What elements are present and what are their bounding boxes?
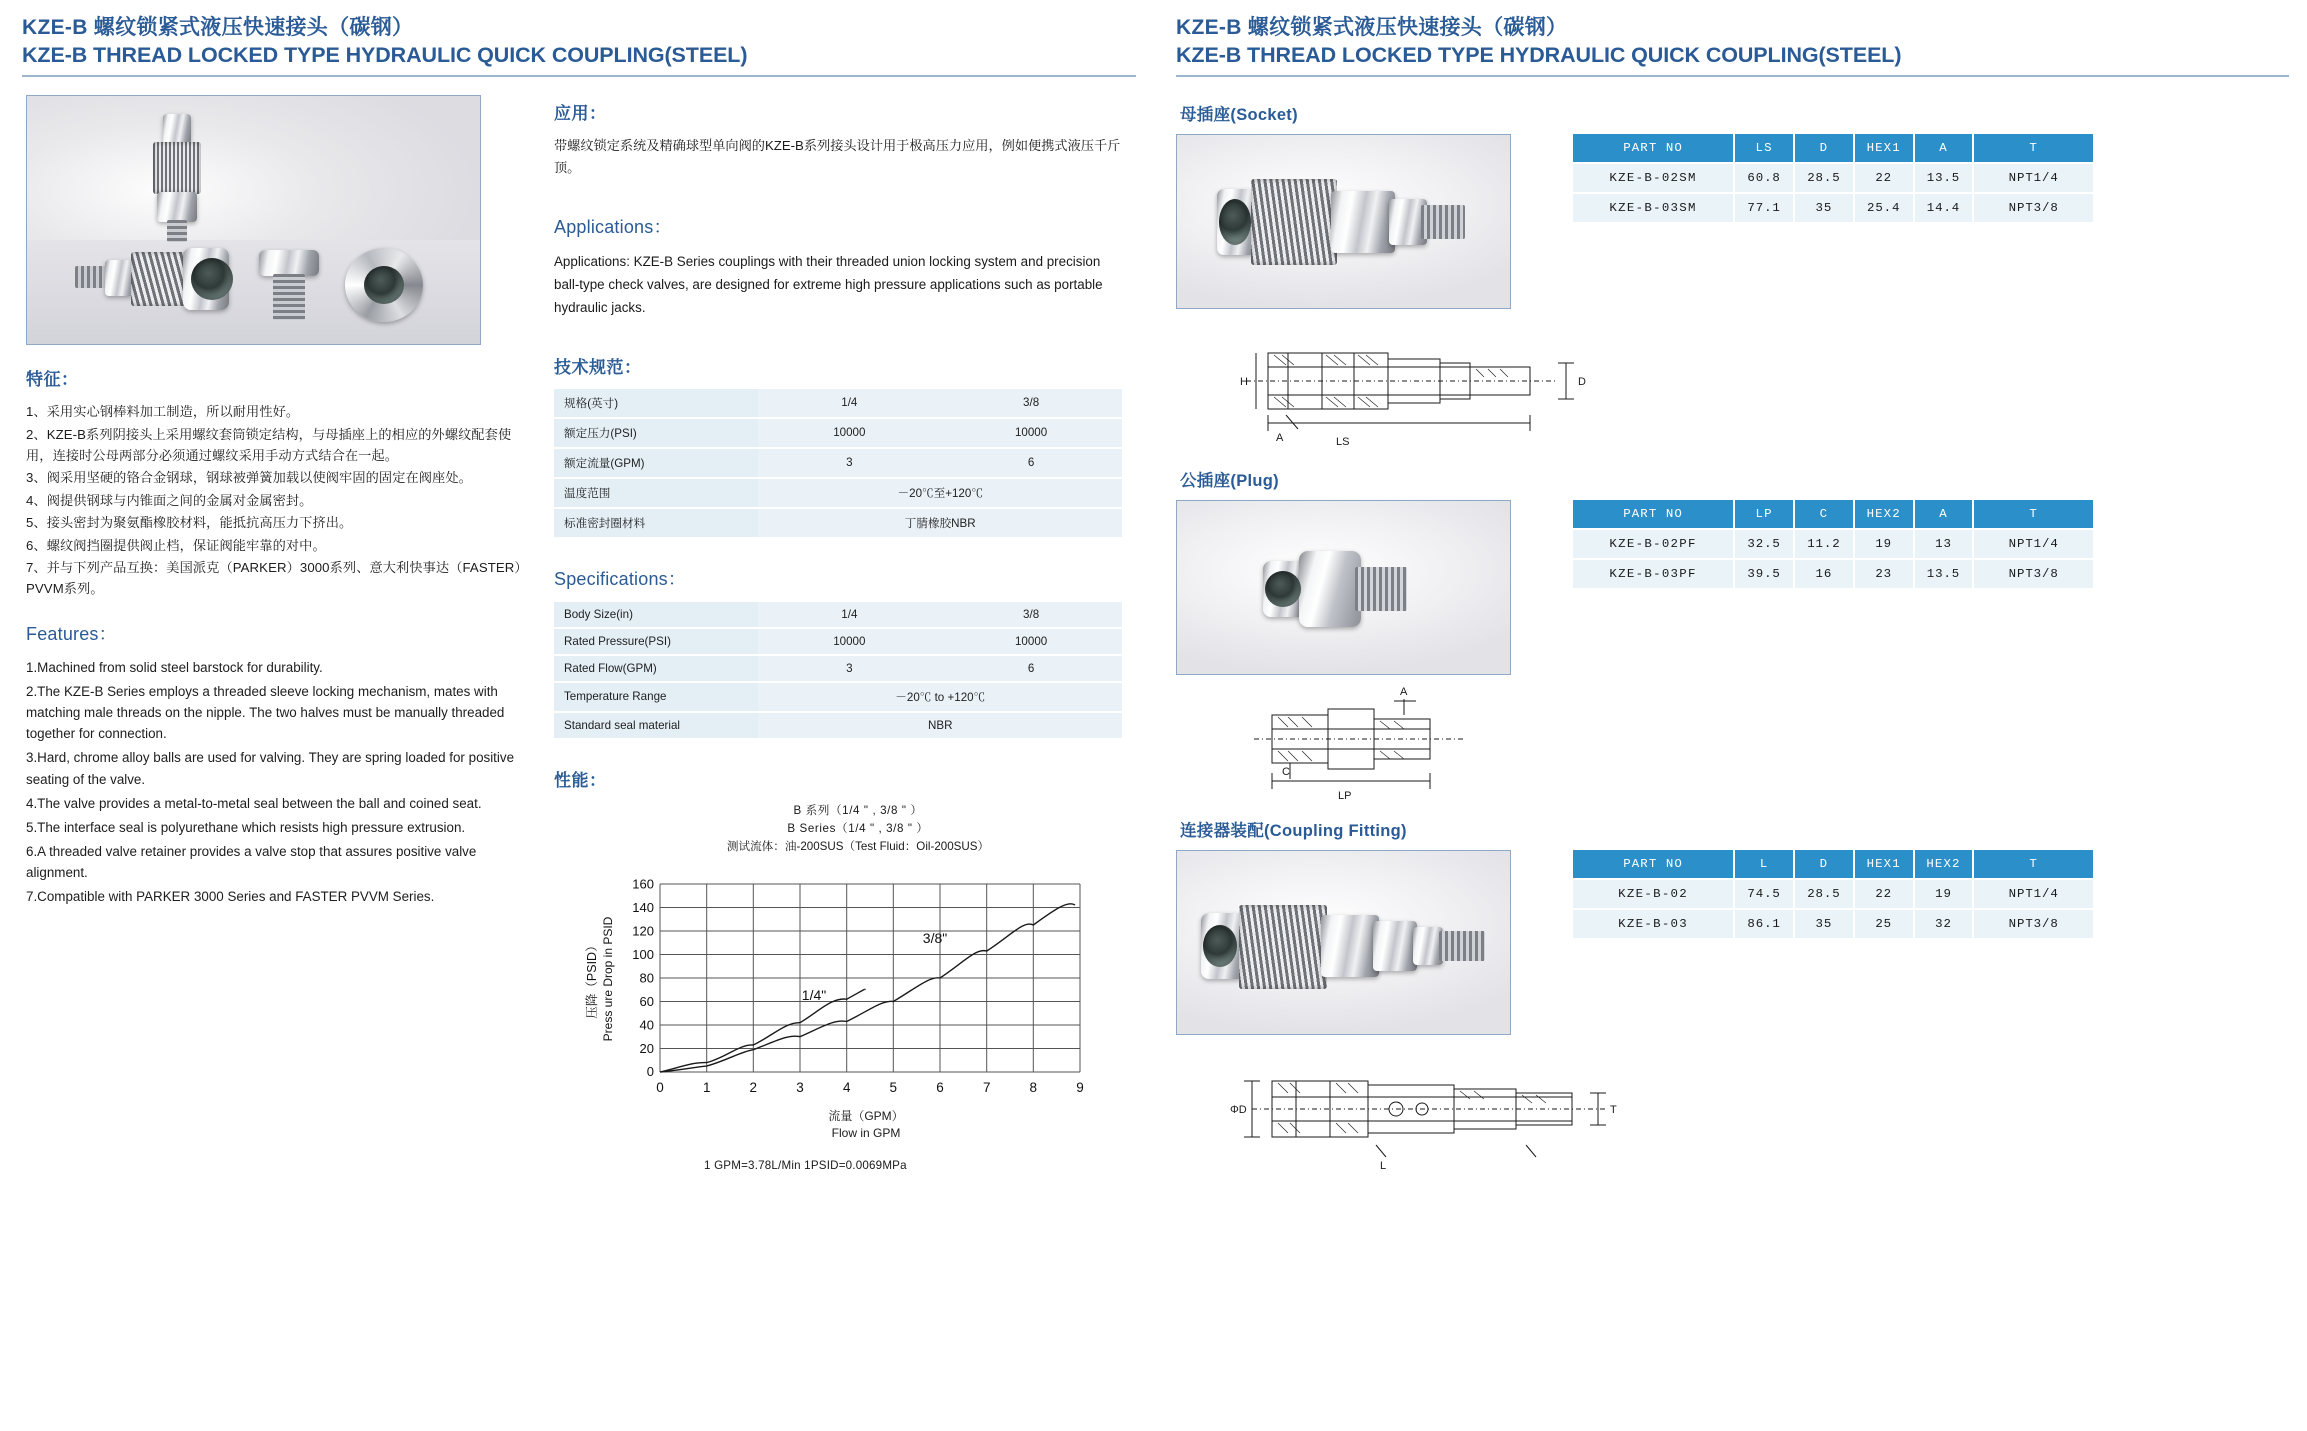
page-header-right [1176,14,2289,77]
spec-label: Temperature Range [554,682,758,712]
col-ls: LS [1734,134,1794,163]
svg-text:80: 80 [639,970,654,986]
plug-section [1176,467,2289,805]
page-title-en-right: KZE-B THREAD LOCKED TYPE HYDRAULIC QUICK COUPLING(STEEL) [1176,43,1902,68]
svg-text:0: 0 [646,1063,654,1079]
table-header-row [1573,850,2093,879]
cell-d: 35 [1794,193,1854,222]
chart-subtitle: B Series（1/4 " , 3/8 " ） [787,821,929,835]
chart-title: B 系列（1/4 " , 3/8 " ） [793,803,923,817]
fitting-product-image [1201,897,1489,997]
col-part-no: PART NO [1573,850,1734,879]
svg-text:160: 160 [632,876,654,892]
spec-value-2: 3/8 [940,389,1122,418]
spec-value-1: 3 [758,448,940,478]
chart-series-label-three-eighths: 3/8" [922,929,948,946]
cell-part-no: KZE-B-03 [1573,909,1734,938]
cell-l: 74.5 [1734,879,1794,909]
cell-part-no: KZE-B-03PF [1573,559,1734,588]
socket-section [1176,101,2289,449]
table-row [554,602,1122,628]
svg-text:120: 120 [632,923,654,939]
col-t: T [1973,500,2093,529]
specifications-table-en [554,602,1122,740]
svg-text:60: 60 [639,993,654,1009]
spec-value-span: －20℃至+120℃ [758,478,1122,508]
col-hex2: HEX2 [1854,500,1914,529]
cell-t: NPT1/4 [1973,879,2093,909]
right-panel [1154,0,2307,1431]
svg-text:2: 2 [749,1079,758,1095]
spec-value-span: 丁腈橡胶NBR [758,508,1122,538]
svg-text:100: 100 [632,946,654,962]
spec-label: Standard seal material [554,712,758,739]
spec-heading-en: Specifications： [554,568,687,589]
table-header-row [1573,134,2093,163]
feature-item-en: 5.The interface seal is polyurethane which resists high pressure extrusion. [26,819,466,835]
performance-chart [554,802,1122,1172]
svg-text:140: 140 [632,899,654,915]
features-list-cn [26,401,522,599]
nipple-image [255,250,325,322]
svg-text:5: 5 [889,1079,898,1095]
socket-dim-ls: LS [1336,436,1350,449]
feature-item-cn: 3、阀采用坚硬的铬合金钢球，钢球被弹簧加载以使阀牢固的固定在阀座处。 [26,470,472,486]
fitting-photo [1176,850,1511,1035]
chart-curve-three-eighths-inch [660,904,1075,1072]
feature-item-en: 3.Hard, chrome alloy balls are used for valving. They are spring loaded for positive seating of the valve. [26,750,515,787]
col-d: D [1794,134,1854,163]
page-title-cn-right: KZE-B 螺纹锁紧式液压快速接头（碳钢） [1176,16,1568,39]
table-row [554,478,1122,508]
socket-parts-table [1573,134,2093,222]
spec-label: 规格(英寸) [554,389,758,418]
svg-text:1: 1 [702,1079,711,1095]
plug-technical-drawing [1226,685,1621,805]
chart-ylabel-en: Press ure Drop in PSID [601,916,615,1042]
spec-value-span: －20℃ to +120℃ [758,682,1122,712]
svg-text:7: 7 [982,1079,991,1095]
table-row [1573,163,2093,193]
cell-ls: 77.1 [1734,193,1794,222]
col-a: A [1914,134,1974,163]
plug-row [1176,500,2289,675]
col-hex2: HEX2 [1914,850,1974,879]
svg-text:3: 3 [796,1079,804,1095]
spec-value-span: NBR [758,712,1122,739]
cell-l: 86.1 [1734,909,1794,938]
features-heading-cn: 特征： [26,370,79,390]
fitting-drawing-svg [1226,1053,1686,1173]
spec-value-2: 6 [940,448,1122,478]
coupling-upright-image [149,114,205,242]
svg-text:4: 4 [842,1079,851,1095]
cell-hex1: 22 [1854,879,1914,909]
socket-face-image [345,248,429,324]
fitting-section [1176,817,2289,1173]
col-part-no: PART NO [1573,500,1734,529]
feature-item-en: 7.Compatible with PARKER 3000 Series and FASTER PVVM Series. [26,889,435,905]
table-row [554,655,1122,682]
chart-xlabel-cn: 流量（GPM） [828,1108,904,1123]
chart-series-label-quarter: 1/4" [801,986,827,1003]
left-column-a [22,95,522,1171]
chart-caption [594,802,1122,856]
col-l: L [1734,850,1794,879]
cell-d: 35 [1794,909,1854,938]
feature-item-en: 1.Machined from solid steel barstock for durability. [26,659,323,675]
cell-hex2: 32 [1914,909,1974,938]
chart-xlabel-group [610,1108,1122,1143]
feature-item-en: 2.The KZE-B Series employs a threaded sleeve locking mechanism, mates with matching male threads on the nipple. The two halves must be manually threaded together for connection. [26,683,505,742]
spec-label: Rated Flow(GPM) [554,655,758,682]
socket-technical-drawing [1226,319,1621,449]
table-row [554,682,1122,712]
product-hero-photo [26,95,481,345]
spec-value-2: 6 [940,655,1122,682]
cell-part-no: KZE-B-02PF [1573,529,1734,559]
table-row [554,508,1122,538]
plug-drawing-svg [1226,685,1621,805]
socket-drawing-svg [1226,319,1621,449]
fitting-row [1176,850,2289,1035]
applications-heading-en: Applications： [554,216,672,237]
spec-value-2: 10000 [940,418,1122,448]
plug-dim-a: A [1400,686,1408,699]
cell-d: 28.5 [1794,163,1854,193]
table-row [1573,193,2093,222]
svg-text:8: 8 [1029,1079,1038,1095]
col-a: A [1914,500,1974,529]
chart-plot-area [560,864,1120,1104]
socket-dim-d: D [1578,376,1586,389]
table-row [1573,879,2093,909]
spec-value-1: 10000 [758,628,940,655]
applications-heading-cn: 应用： [554,104,607,124]
cell-hex1: 25 [1854,909,1914,938]
cell-t: NPT3/8 [1973,193,2093,222]
left-column-b [522,95,1122,1171]
col-hex1: HEX1 [1854,850,1914,879]
plug-photo [1176,500,1511,675]
feature-item-en: 6.A threaded valve retainer provides a valve stop that assures positive valve alignment. [26,844,477,881]
col-c: C [1794,500,1854,529]
col-d: D [1794,850,1854,879]
cell-hex1: 25.4 [1854,193,1914,222]
header-divider-right [1176,75,2289,77]
page-title-en: KZE-B THREAD LOCKED TYPE HYDRAULIC QUICK COUPLING(STEEL) [22,43,748,68]
spec-value-2: 10000 [940,628,1122,655]
feature-item-cn: 7、并与下列产品互换：美国派克（PARKER）3000系列、意大利快事达（FASTER）PVVM系列。 [26,559,522,597]
spec-value-1: 10000 [758,418,940,448]
spec-label: 额定流量(GPM) [554,448,758,478]
cell-c: 16 [1794,559,1854,588]
performance-heading: 性能： [554,770,607,790]
cell-t: NPT1/4 [1973,163,2093,193]
cell-lp: 32.5 [1734,529,1794,559]
applications-text-cn: 带螺纹锁定系统及精确球型单向阀的KZE-B系列接头设计用于极高压力应用，例如便携式液压千斤顶。 [554,138,1121,176]
cell-a: 13 [1914,529,1974,559]
col-t: T [1973,134,2093,163]
fitting-parts-table [1573,850,2093,938]
col-part-no: PART NO [1573,134,1734,163]
fitting-title: 连接器装配(Coupling Fitting) [1180,822,1407,841]
svg-text:9: 9 [1076,1079,1084,1095]
applications-text-en: Applications: KZE-B Series couplings with their threaded union locking system and precision ball-type check valves, are designed for extreme high pressure applications such as portable hydraulic jacks. [554,253,1103,315]
svg-text:0: 0 [656,1079,664,1095]
plug-parts-table [1573,500,2093,588]
spec-label: Rated Pressure(PSI) [554,628,758,655]
table-row [554,448,1122,478]
socket-photo [1176,134,1511,309]
chart-xlabel-en: Flow in GPM [831,1126,901,1141]
features-list-en [26,657,522,908]
cell-d: 28.5 [1794,879,1854,909]
svg-text:20: 20 [639,1040,654,1056]
page-header-left [22,14,1136,77]
features-heading-en: Features： [26,623,117,644]
feature-item-cn: 2、KZE-B系列阴接头上采用螺纹套筒锁定结构，与母插座上的相应的外螺纹配套使用，连接时公母两部分必须通过螺纹采用手动方式结合在一起。 [26,426,512,464]
spec-label: 温度范围 [554,478,758,508]
specifications-table-cn [554,389,1122,539]
chart-ylabel-cn: 压降（PSID） [585,939,599,1019]
table-header-row [1573,500,2093,529]
table-row [554,712,1122,739]
chart-annotation: 测试流体：油-200SUS（Test Fluid：Oil-200SUS） [726,839,990,853]
spec-value-1: 3 [758,655,940,682]
socket-product-image [1217,173,1467,273]
spec-label: 额定压力(PSI) [554,418,758,448]
socket-dim-a: A [1276,432,1284,445]
spec-label: 标准密封圈材料 [554,508,758,538]
feature-item-cn: 4、阀提供钢球与内锥面之间的金属对金属密封。 [26,492,313,508]
table-row [1573,559,2093,588]
fitting-dim-t: T [1610,1104,1617,1117]
cell-part-no: KZE-B-02SM [1573,163,1734,193]
header-divider [22,75,1136,77]
table-row [1573,529,2093,559]
cell-t: NPT3/8 [1973,909,2093,938]
col-hex1: HEX1 [1854,134,1914,163]
cell-t: NPT3/8 [1973,559,2093,588]
coupling-lying-image [75,244,245,318]
feature-item-cn: 1、采用实心钢棒料加工制造，所以耐用性好。 [26,404,300,420]
feature-item-cn: 5、接头密封为聚氨酯橡胶材料，能抵抗高压力下挤出。 [26,515,353,531]
spec-label: Body Size(in) [554,602,758,628]
svg-text:40: 40 [639,1017,654,1033]
plug-dim-c: C [1282,766,1290,779]
page-title-cn: KZE-B 螺纹锁紧式液压快速接头（碳钢） [22,16,414,39]
cell-lp: 39.5 [1734,559,1794,588]
table-row [1573,909,2093,938]
spec-value-1: 1/4 [758,602,940,628]
fitting-dim-l: L [1380,1160,1387,1173]
spec-value-2: 3/8 [940,602,1122,628]
cell-hex2: 19 [1914,879,1974,909]
cell-hex2: 23 [1854,559,1914,588]
col-lp: LP [1734,500,1794,529]
svg-text:6: 6 [936,1079,944,1095]
cell-c: 11.2 [1794,529,1854,559]
socket-dim-h: H [1240,376,1248,389]
table-row [554,418,1122,448]
spec-value-1: 1/4 [758,389,940,418]
cell-a: 13.5 [1914,163,1974,193]
cell-part-no: KZE-B-03SM [1573,193,1734,222]
fitting-technical-drawing [1226,1053,1621,1173]
spec-heading-cn: 技术规范： [554,357,642,377]
plug-dim-lp: LP [1338,790,1352,803]
cell-ls: 60.8 [1734,163,1794,193]
cell-a: 13.5 [1914,559,1974,588]
socket-row [1176,134,2289,309]
table-row [554,389,1122,418]
cell-hex1: 22 [1854,163,1914,193]
socket-title: 母插座(Socket) [1180,106,1298,125]
cell-hex2: 19 [1854,529,1914,559]
table-row [554,628,1122,655]
cell-part-no: KZE-B-02 [1573,879,1734,909]
plug-product-image [1263,541,1433,637]
col-t: T [1973,850,2093,879]
left-content [22,95,1136,1171]
cell-t: NPT1/4 [1973,529,2093,559]
chart-footnote: 1 GPM=3.78L/Min 1PSID=0.0069MPa [704,1158,907,1172]
feature-item-cn: 6、螺纹阀挡圈提供阀止档，保证阀能牢靠的对中。 [26,537,326,553]
cell-a: 14.4 [1914,193,1974,222]
plug-title: 公插座(Plug) [1180,472,1279,491]
fitting-dim-diameter: ΦD [1230,1104,1247,1117]
feature-item-en: 4.The valve provides a metal-to-metal seal between the ball and coined seat. [26,795,482,811]
chart-svg [560,864,1120,1104]
